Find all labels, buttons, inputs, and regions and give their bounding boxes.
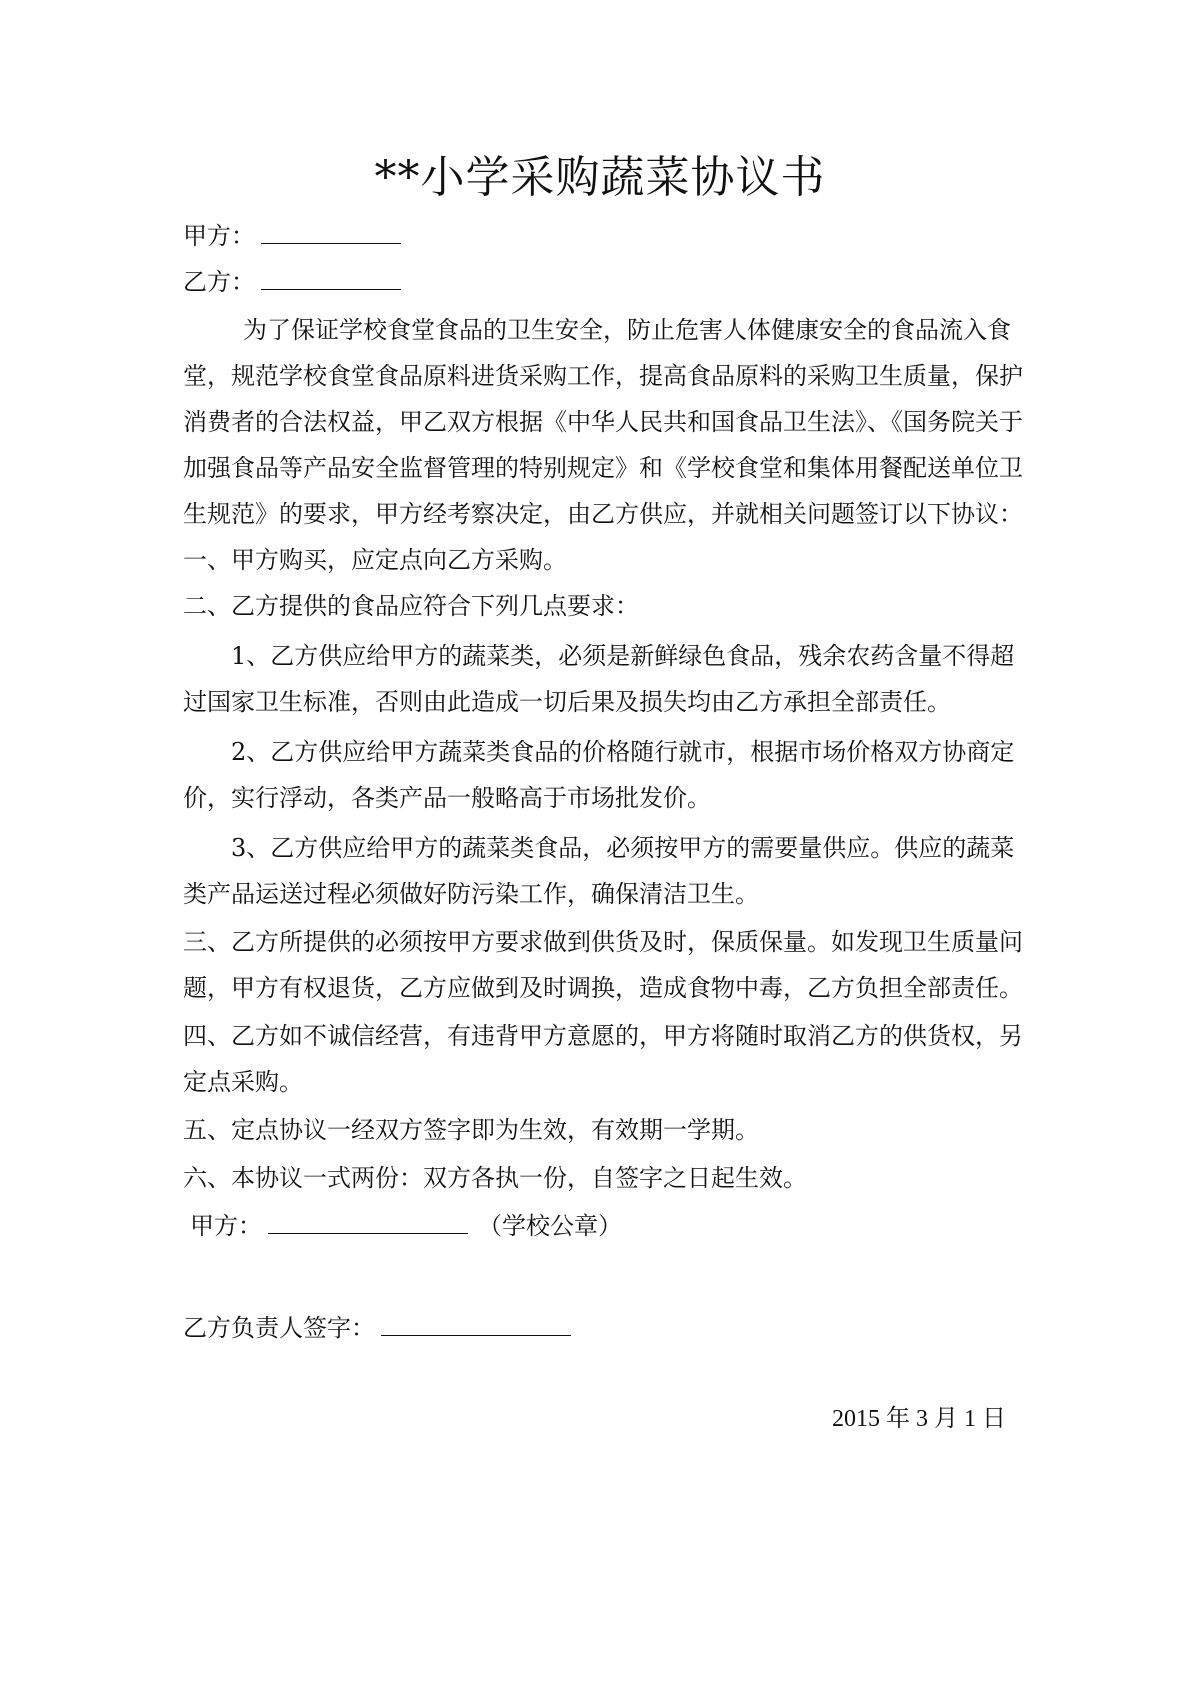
party-b-label: 乙方： <box>183 268 255 296</box>
body-line: 生规范》的要求，甲方经考察决定，由乙方供应，并就相关问题签订以下协议： <box>183 500 1023 528</box>
clause-4-cont: 定点采购。 <box>183 1068 303 1096</box>
clause-5: 五、定点协议一经双方签字即为生效，有效期一学期。 <box>183 1116 759 1144</box>
sub-clause-2: 2、乙方供应给甲方蔬菜类食品的价格随行就市，根据市场价格双方协商定 <box>231 738 1015 766</box>
body-line: 为了保证学校食堂食品的卫生安全，防止危害人体健康安全的食品流入食 <box>243 316 1011 344</box>
body-line: 消费者的合法权益，甲乙双方根据《中华人民共和国食品卫生法》、《国务院关于 <box>183 408 1023 436</box>
clause-4: 四、乙方如不诚信经营，有违背甲方意愿的，甲方将随时取消乙方的供货权，另 <box>183 1022 1023 1050</box>
party-b-blank[interactable] <box>261 285 401 290</box>
clause-6: 六、本协议一式两份：双方各执一份，自签字之日起生效。 <box>183 1164 807 1192</box>
sub-clause-3: 3、乙方供应给甲方的蔬菜类食品，必须按甲方的需要量供应。供应的蔬菜 <box>231 834 1015 862</box>
document-date: 2015 年 3 月 1 日 <box>832 1406 1006 1432</box>
body-line: 加强食品等产品安全监督管理的特别规定》和《学校食堂和集体用餐配送单位卫 <box>183 454 1023 482</box>
sign-a-label: 甲方： <box>190 1212 262 1240</box>
party-b-line <box>183 265 1023 299</box>
clause-3: 三、乙方所提供的必须按甲方要求做到供货及时，保质保量。如发现卫生质量问 <box>183 928 1023 956</box>
sign-a-line <box>190 1209 1030 1243</box>
sign-b-blank[interactable] <box>381 1331 571 1336</box>
sub-clause-1-cont: 过国家卫生标准，否则由此造成一切后果及损失均由乙方承担全部责任。 <box>183 688 951 716</box>
clause-3-cont: 题，甲方有权退货，乙方应做到及时调换，造成食物中毒，乙方负担全部责任。 <box>183 974 1023 1002</box>
clause-1: 一、甲方购买，应定点向乙方采购。 <box>183 546 567 574</box>
party-a-line <box>183 219 1023 253</box>
party-a-label: 甲方： <box>183 222 255 250</box>
sub-clause-1: 1、乙方供应给甲方的蔬菜类，必须是新鲜绿色食品，残余农药含量不得超 <box>231 642 1015 670</box>
party-a-blank[interactable] <box>261 239 401 244</box>
sign-b-label: 乙方负责人签字： <box>183 1314 375 1342</box>
clause-2: 二、乙方提供的食品应符合下列几点要求： <box>183 592 639 620</box>
sign-a-blank[interactable] <box>268 1229 468 1234</box>
sign-b-line <box>183 1311 1023 1345</box>
body-line: 堂，规范学校食堂食品原料进货采购工作，提高食品原料的采购卫生质量，保护 <box>183 362 1023 390</box>
document-title: **小学采购蔬菜协议书 <box>374 152 826 203</box>
sub-clause-3-cont: 类产品运送过程必须做好防污染工作，确保清洁卫生。 <box>183 880 759 908</box>
sign-a-note: （学校公章） <box>478 1212 622 1240</box>
sub-clause-2-cont: 价，实行浮动，各类产品一般略高于市场批发价。 <box>183 784 711 812</box>
